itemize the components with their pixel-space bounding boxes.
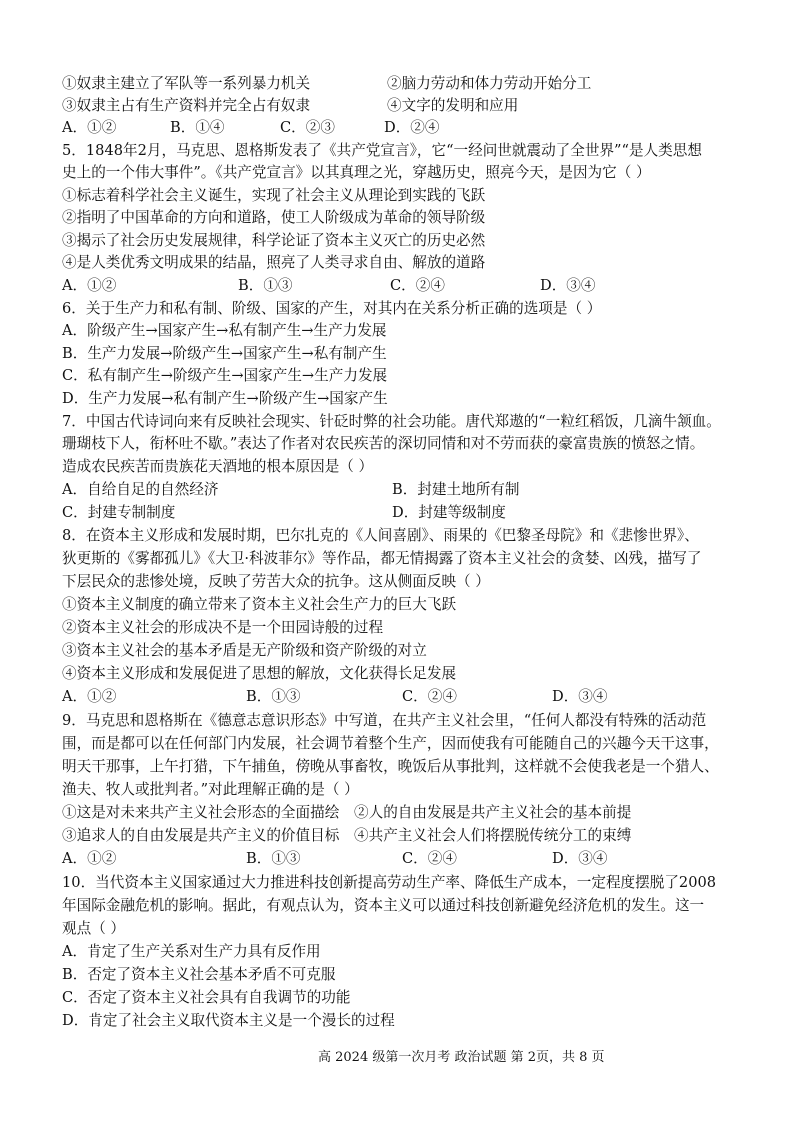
q9-stem-line-2: 围，而是都可以在任何部门内发展，社会调节着整个生产，因而使我有可能随自己的兴趣今天干这事，	[62, 735, 719, 752]
q4-item-4: ④文字的发明和应用	[387, 97, 519, 114]
q9-item-1: ①这是对未来共产主义社会形态的全面描绘	[62, 804, 340, 821]
q6-stem: 6．关于生产力和私有制、阶级、国家的产生，对其内在关系分析正确的选项是（ ）	[62, 300, 602, 317]
q8-option-d: D．③④	[552, 688, 608, 705]
q10-stem-line-3: 观点（ ）	[62, 920, 126, 937]
q10-stem-line-1: 10．当代资本主义国家通过大力推进科技创新提高劳动生产率、降低生产成本，一定程度摆脱了2008	[62, 874, 717, 891]
q5-option-a: A．①②	[62, 277, 117, 294]
q6-option-c: C．私有制产生→阶级产生→国家产生→生产力发展	[62, 367, 388, 384]
q4-option-a: A．①②	[62, 119, 117, 136]
q8-item-3: ③资本主义社会的基本矛盾是无产阶级和资产阶级的对立	[62, 642, 427, 659]
q9-item-4: ④共产主义社会人们将摆脱传统分工的束缚	[354, 827, 632, 844]
q8-stem-line-1: 8．在资本主义形成和发展时期，巴尔扎克的《人间喜剧》、雨果的《巴黎圣母院》和《悲惨世界》、	[62, 527, 699, 544]
q7-option-d: D．封建等级制度	[392, 504, 506, 521]
q10-stem-line-2: 年国际金融危机的影响。据此，有观点认为，资本主义可以通过科技创新避免经济危机的发生。这一	[62, 897, 705, 914]
q4-item-1: ①奴隶主建立了军队等一系列暴力机关	[62, 75, 311, 92]
q9-stem-line-4: 渔夫、牧人或批判者。”对此理解正确的是（ ）	[62, 781, 359, 798]
q5-item-3: ③揭示了社会历史发展规律，科学论证了资本主义灭亡的历史必然	[62, 232, 486, 249]
q8-stem-line-2: 狄更斯的《雾都孤儿》《大卫·科波菲尔》等作品，都无情揭露了资本主义社会的贪婪、凶残，描写了	[62, 550, 702, 567]
q8-option-c: C．②④	[402, 688, 457, 705]
q9-item-3: ③追求人的自由发展是共产主义的价值目标	[62, 827, 340, 844]
q5-stem-line-1: 5．1848年2月，马克思、恩格斯发表了《共产党宣言》，它“一经问世就震动了全世界”“是人类思想	[62, 142, 702, 159]
q7-option-c: C．封建专制制度	[62, 504, 176, 521]
q7-option-b: B．封建土地所有制	[392, 481, 520, 498]
q10-option-a: A．肯定了生产关系对生产力具有反作用	[62, 943, 321, 960]
q8-stem-line-3: 下层民众的悲惨处境，反映了劳苦大众的抗争。这从侧面反映（ ）	[62, 573, 490, 590]
q4-option-c: C．②③	[280, 119, 335, 136]
q8-option-b: B．①③	[246, 688, 301, 705]
q8-item-4: ④资本主义形成和发展促进了思想的解放，文化获得长足发展	[62, 665, 457, 682]
q7-stem-line-2: 珊瑚枝下人，衔杯吐不歇。”表达了作者对农民疾苦的深切同情和对不劳而获的豪富贵族的愤怒之情。	[62, 435, 705, 452]
q9-option-d: D．③④	[552, 850, 608, 867]
q4-option-b: B．①④	[170, 119, 225, 136]
q6-option-b: B．生产力发展→阶级产生→国家产生→私有制产生	[62, 345, 387, 362]
q5-option-b: B．①③	[238, 277, 293, 294]
q9-stem-line-1: 9．马克思和恩格斯在《德意志意识形态》中写道，在共产主义社会里，“任何人都没有特殊的活动范	[62, 712, 707, 729]
q5-item-2: ②指明了中国革命的方向和道路，使工人阶级成为革命的领导阶级	[62, 209, 486, 226]
q5-item-1: ①标志着科学社会主义诞生，实现了社会主义从理论到实践的飞跃	[62, 187, 486, 204]
q7-stem-line-1: 7．中国古代诗词向来有反映社会现实、针砭时弊的社会功能。唐代郑遨的“一粒红稻饭，几滴牛颔血。	[62, 413, 721, 430]
q5-item-4: ④是人类优秀文明成果的结晶，照亮了人类寻求自由、解放的道路	[62, 254, 486, 271]
q9-item-2: ②人的自由发展是共产主义社会的基本前提	[354, 804, 632, 821]
q5-option-c: C．②④	[390, 277, 445, 294]
page-footer: 高 2024 级第一次月考 政治试题 第 2页，共 8 页	[318, 1050, 605, 1065]
q10-option-d: D．肯定了社会主义取代资本主义是一个漫长的过程	[62, 1012, 395, 1029]
q9-option-b: B．①③	[246, 850, 301, 867]
q7-option-a: A．自给自足的自然经济	[62, 481, 219, 498]
q9-option-a: A．①②	[62, 850, 117, 867]
q4-option-d: D．②④	[384, 119, 440, 136]
q5-option-d: D．③④	[540, 277, 596, 294]
q10-option-b: B．否定了资本主义社会基本矛盾不可克服	[62, 966, 336, 983]
q10-option-c: C．否定了资本主义社会具有自我调节的功能	[62, 989, 351, 1006]
q8-item-2: ②资本主义社会的形成决不是一个田园诗般的过程	[62, 619, 384, 636]
q5-stem-line-2: 史上的一个伟大事件”。《共产党宣言》以其真理之光，穿越历史，照亮今天，是因为它（ ）	[62, 164, 651, 181]
q8-item-1: ①资本主义制度的确立带来了资本主义社会生产力的巨大飞跃	[62, 596, 457, 613]
q4-item-3: ③奴隶主占有生产资料并完全占有奴隶	[62, 97, 311, 114]
q7-stem-line-3: 造成农民疾苦而贵族花天酒地的根本原因是（ ）	[62, 458, 374, 475]
q4-item-2: ②脑力劳动和体力劳动开始分工	[387, 75, 592, 92]
q6-option-d: D．生产力发展→私有制产生→阶级产生→国家产生	[62, 390, 388, 407]
q6-option-a: A．阶级产生→国家产生→私有制产生→生产力发展	[62, 322, 387, 339]
q8-option-a: A．①②	[62, 688, 117, 705]
q9-option-c: C．②④	[402, 850, 457, 867]
q9-stem-line-3: 明天干那事，上午打猎，下午捕鱼，傍晚从事畜牧，晚饭后从事批判，这样就不会使我老是一个猎人、	[62, 758, 719, 775]
